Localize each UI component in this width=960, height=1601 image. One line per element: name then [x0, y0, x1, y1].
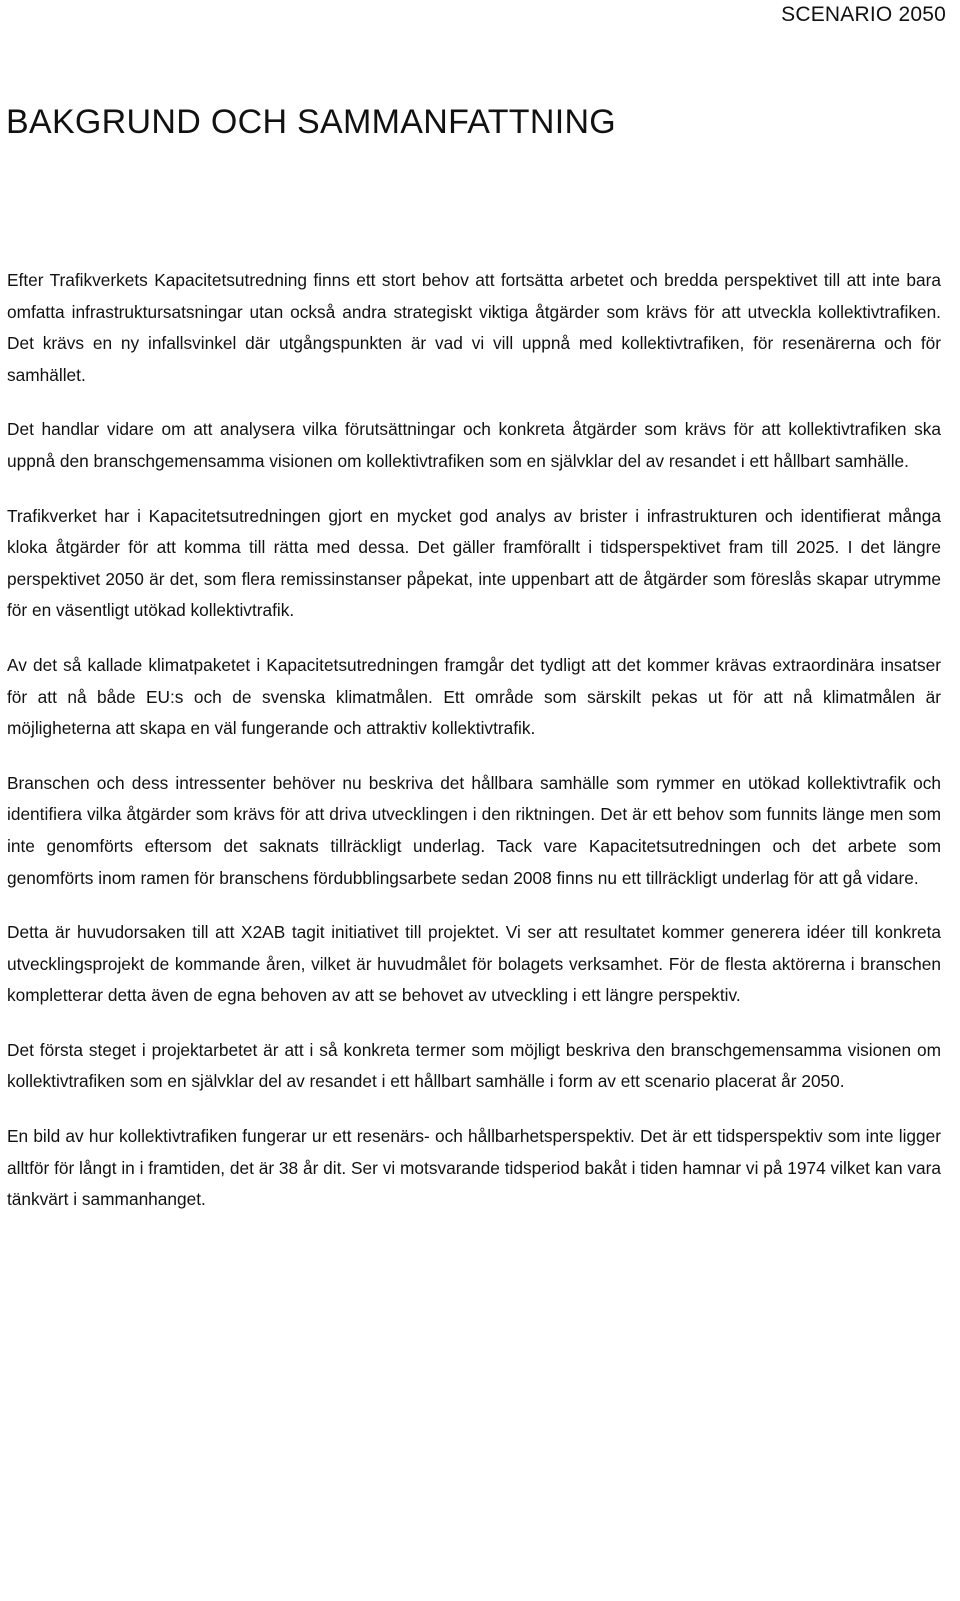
page-title: BAKGRUND OCH SAMMANFATTNING	[6, 103, 617, 141]
paragraph: Detta är huvudorsaken till att X2AB tagit initiativet till projektet. Vi ser att resultatet kommer generera idéer till konkreta utvecklingsprojekt de kommande åren, vilket är huvudmålet för bolagets verksamhet. För de flesta aktörerna i branschen kompletterar detta även de egna behoven av att se behovet av utveckling i ett längre perspektiv.	[7, 922, 941, 1006]
paragraph: Trafikverket har i Kapacitetsutredningen gjort en mycket god analys av brister i infrastrukturen och identifierat många kloka åtgärder för att komma till rätta med dessa. Det gäller framförallt i tidsperspektivet fram till 2025. I det längre perspektivet 2050 är det, som flera remissinstanser påpekat, inte uppenbart att de åtgärder som föreslås skapar utrymme för en väsentligt utökad kollektivtrafik.	[7, 505, 941, 621]
paragraph: Efter Trafikverkets Kapacitetsutredning finns ett stort behov att fortsätta arbetet och bredda perspektivet till att inte bara omfatta infrastruktursatsningar utan också andra strategiskt viktiga åtgärder som krävs för att utveckla kollektivtrafiken. Det krävs en ny infallsvinkel där utgångspunkten är vad vi vill uppnå med kollektivtrafiken, för resenärerna och för samhället.	[7, 270, 941, 385]
paragraph: Det handlar vidare om att analysera vilka förutsättningar och konkreta åtgärder som krävs för att kollektivtrafiken ska uppnå den branschgemensamma visionen om kollektivtrafiken som en självklar del av resandet i ett hållbart samhälle.	[7, 419, 941, 471]
paragraph: Det första steget i projektarbetet är att i så konkreta termer som möjligt beskriva den branschgemensamma visionen om kollektivtrafiken som en självklar del av resandet i ett hållbart samhälle i form av ett scenario placerat år 2050.	[7, 1039, 941, 1092]
document-header-label: SCENARIO 2050	[781, 3, 946, 26]
paragraph: En bild av hur kollektivtrafiken fungerar ur ett resenärs- och hållbarhetsperspektiv. Det är ett tidsperspektiv som inte ligger alltför för långt in i framtiden, det är 38 år dit. Ser vi motsvarande tidsperiod bakåt i tiden hamnar vi på 1974 vilket kan vara tänkvärt i sammanhanget.	[7, 1126, 941, 1210]
body-text	[7, 265, 941, 1239]
paragraph: Branschen och dess intressenter behöver nu beskriva det hållbara samhälle som rymmer en utökad kollektivtrafik och identifiera vilka åtgärder som krävs för att driva utvecklingen i den riktningen. Det är ett behov som funnits länge men som inte genomförts eftersom det saknats tillräckligt underlag. Tack vare Kapacitetsutredningen och det arbete som genomförts inom ramen för branschens fördubblingsarbete sedan 2008 finns nu ett tillräckligt underlag för att gå vidare.	[7, 772, 941, 888]
paragraph: Av det så kallade klimatpaketet i Kapacitetsutredningen framgår det tydligt att det kommer krävas extraordinära insatser för att nå både EU:s och de svenska klimatmålen. Ett område som särskilt pekas ut för att nå klimatmålen är möjligheterna att skapa en väl fungerande och attraktiv kollektivtrafik.	[7, 654, 941, 739]
